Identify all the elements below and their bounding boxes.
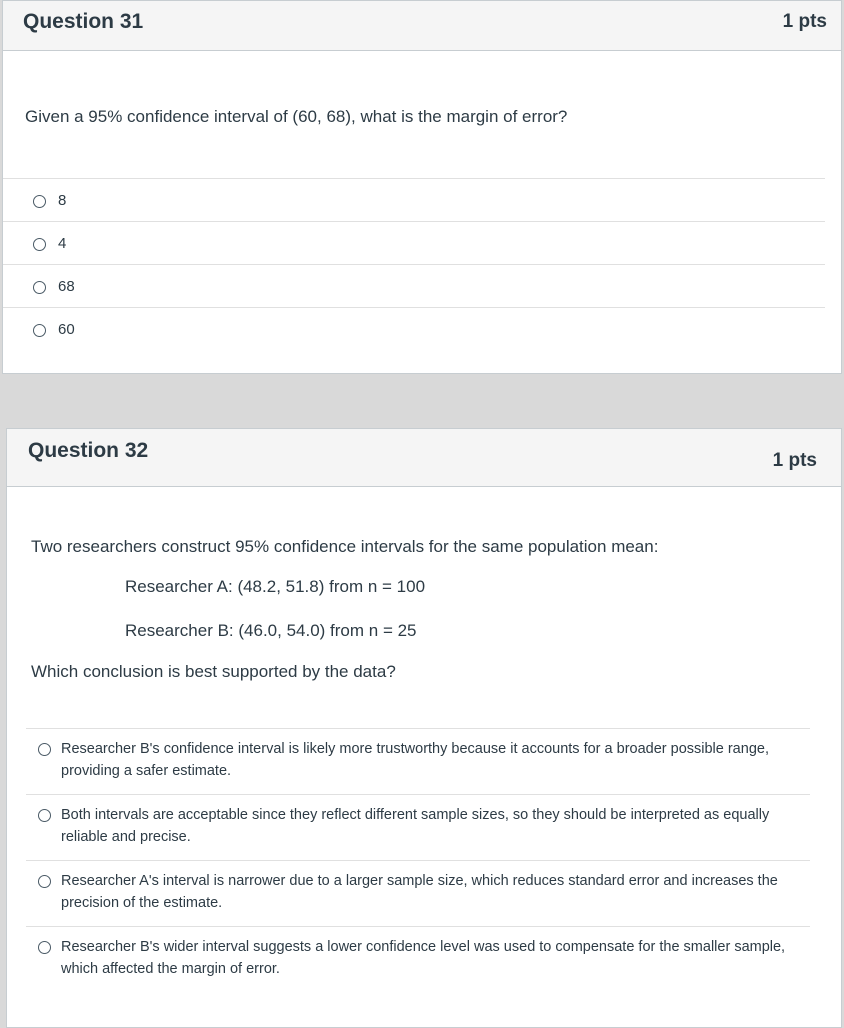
answer-label: Researcher B's confidence interval is likely more trustworthy because it accounts for a broader possible range, providing a safer estimate. bbox=[61, 741, 769, 779]
radio-button[interactable] bbox=[33, 238, 46, 251]
answer-label: 68 bbox=[58, 278, 75, 295]
question-31-answer[interactable] bbox=[3, 178, 825, 221]
question-32-header bbox=[7, 429, 841, 487]
question-32-answer[interactable] bbox=[26, 860, 810, 926]
question-31-answer[interactable] bbox=[3, 221, 825, 264]
question-31-header bbox=[3, 1, 841, 51]
question-32-prompt: Which conclusion is best supported by the data? bbox=[31, 662, 396, 681]
answer-label: 4 bbox=[58, 235, 67, 252]
question-31-answer[interactable] bbox=[3, 264, 825, 307]
radio-button[interactable] bbox=[38, 941, 51, 954]
question-32-title: Question 32 bbox=[28, 439, 149, 462]
question-31-title: Question 31 bbox=[23, 10, 144, 33]
radio-button[interactable] bbox=[38, 743, 51, 756]
answer-label: Researcher B's wider interval suggests a lower confidence level was used to compensate for the smaller sample, which affected the margin of error. bbox=[61, 939, 786, 977]
question-31-answer[interactable] bbox=[3, 307, 825, 350]
question-31-card bbox=[2, 0, 842, 374]
question-32-answer[interactable] bbox=[26, 728, 810, 794]
radio-button[interactable] bbox=[33, 281, 46, 294]
answer-label: Both intervals are acceptable since they reflect different sample sizes, so they should be interpreted as equally reliable and precise. bbox=[61, 807, 770, 845]
question-31-text: Given a 95% confidence interval of (60, 68), what is the margin of error? bbox=[25, 107, 568, 126]
question-31-answers bbox=[3, 178, 825, 350]
question-31-points: 1 pts bbox=[782, 11, 827, 32]
question-32-answer[interactable] bbox=[26, 794, 810, 860]
radio-button[interactable] bbox=[33, 324, 46, 337]
radio-button[interactable] bbox=[38, 875, 51, 888]
answer-label: Researcher A's interval is narrower due to a larger sample size, which reduces standard error and increases the precision of the estimate. bbox=[61, 873, 778, 911]
question-32-intro: Two researchers construct 95% confidence intervals for the same population mean: bbox=[31, 537, 659, 556]
radio-button[interactable] bbox=[33, 195, 46, 208]
answer-label: 60 bbox=[58, 321, 75, 338]
answer-label: 8 bbox=[58, 192, 67, 209]
researcher-a-line: Researcher A: (48.2, 51.8) from n = 100 bbox=[125, 577, 426, 596]
radio-button[interactable] bbox=[38, 809, 51, 822]
question-32-points: 1 pts bbox=[772, 450, 817, 471]
question-32-answers bbox=[26, 728, 810, 992]
question-32-answer[interactable] bbox=[26, 926, 810, 992]
researcher-b-line: Researcher B: (46.0, 54.0) from n = 25 bbox=[125, 621, 417, 640]
